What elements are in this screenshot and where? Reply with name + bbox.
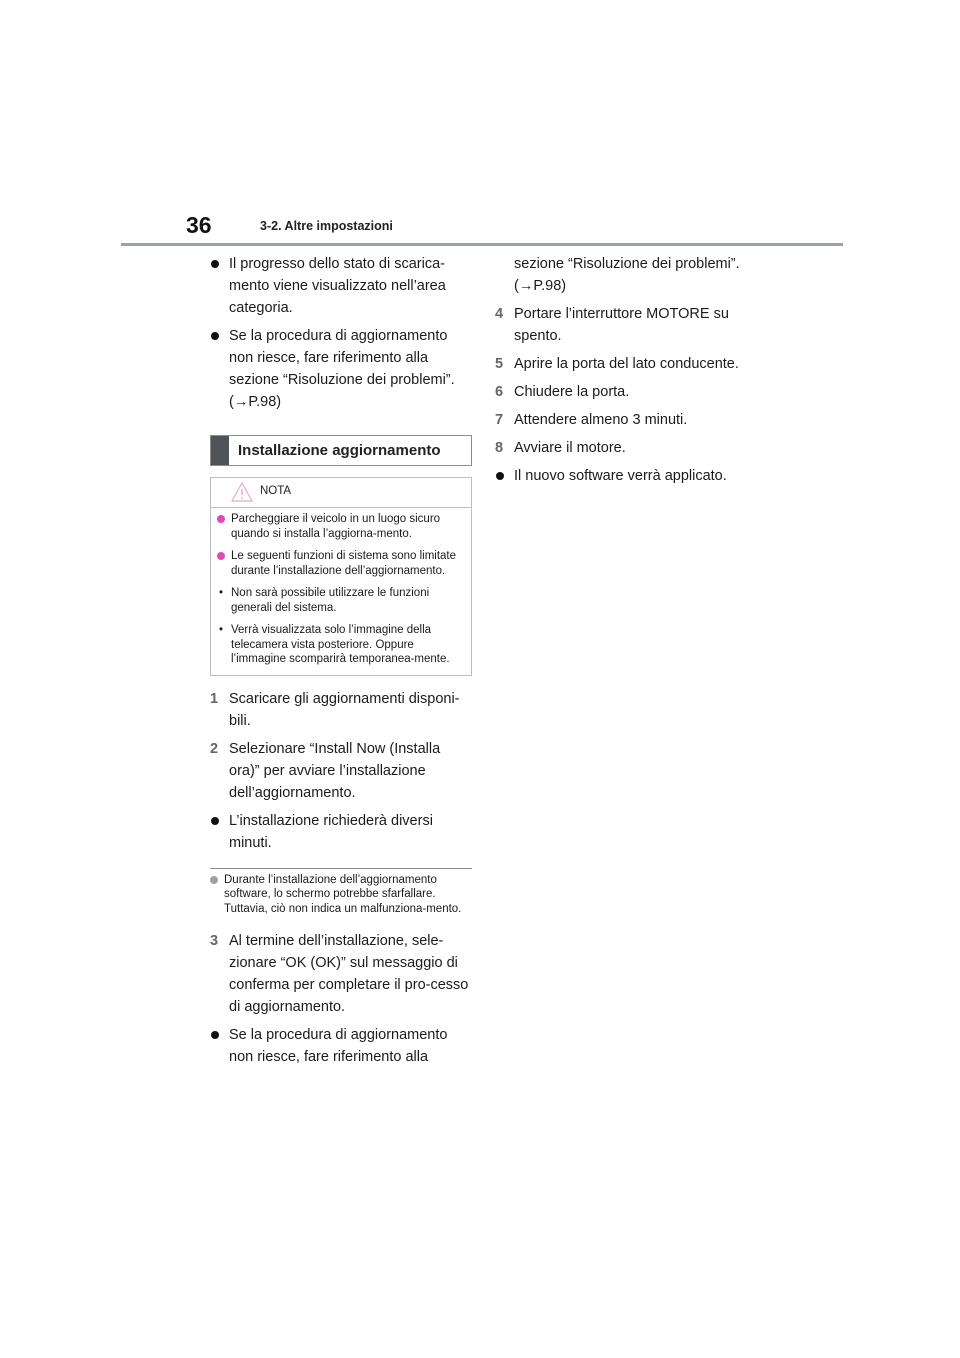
- sub-bullet-icon: •: [219, 624, 224, 636]
- step-item: [495, 381, 760, 403]
- warning-icon: [231, 482, 253, 502]
- bullet-icon: [217, 515, 225, 523]
- info-note: [210, 868, 472, 917]
- step-text: Selezionare “Install Now (Installa ora)” per avviare l’installazione dell’aggiornamento.: [229, 740, 441, 801]
- info-text: Durante l’installazione dell’aggiornamento software, lo schermo potrebbe sfarfallare. Tuttavia, ciò non indica un malfunziona-mento.: [224, 873, 462, 915]
- page-number: 36: [186, 212, 212, 238]
- step-text: Scaricare gli aggiornamenti disponi-bili.: [229, 690, 460, 729]
- step-text: Attendere almeno 3 minuti.: [514, 412, 688, 428]
- section-heading: [210, 435, 472, 466]
- list-item: [217, 623, 465, 667]
- nota-header: [211, 478, 471, 508]
- heading-text: Installazione aggiornamento: [238, 442, 441, 459]
- bullet-icon: [211, 332, 219, 340]
- nota-text: Le seguenti funzioni di sistema sono limitate durante l’installazione dell’aggiornamento.: [231, 550, 457, 577]
- step-number: 7: [495, 412, 504, 428]
- step-item: [495, 437, 760, 459]
- bullet-icon: [217, 552, 225, 560]
- info-bullet-icon: [210, 876, 218, 884]
- step-item: [495, 353, 760, 375]
- heading-tab: [211, 436, 229, 465]
- step-number: 4: [495, 306, 504, 322]
- step-item: [210, 688, 472, 732]
- step-number: 5: [495, 356, 504, 372]
- step-item: [210, 930, 472, 1018]
- step-text: Chiudere la porta.: [514, 384, 630, 400]
- step-item: [210, 738, 472, 804]
- step-text: Avviare il motore.: [514, 440, 626, 456]
- step-item: [495, 303, 760, 347]
- bullet-icon: [211, 817, 219, 825]
- nota-text: Verrà visualizzata solo l’immagine della telecamera vista posteriore. Oppure l’immagine scomparirà temporanea-mente.: [231, 624, 450, 665]
- step-number: 2: [210, 740, 219, 757]
- nota-text: Parcheggiare il veicolo in un luogo sicuro quando si installa l’aggiorna-mento.: [231, 513, 441, 540]
- step-number: 8: [495, 440, 504, 456]
- bullet-icon: [211, 260, 219, 268]
- nota-body: [211, 508, 471, 675]
- list-item: [210, 325, 472, 413]
- sub-bullet-icon: •: [219, 587, 224, 599]
- bullet-text: Il progresso dello stato di scarica-mento viene visualizzato nell’area categoria.: [229, 256, 446, 316]
- list-item: [217, 512, 465, 541]
- nota-box: [210, 477, 472, 676]
- list-item: [210, 873, 472, 917]
- list-item: [495, 465, 760, 487]
- step-text: Al termine dell’installazione, sele-zionare “OK (OK)” sul messaggio di conferma per completare il pro-cesso di aggiornamento.: [229, 933, 469, 1015]
- bullet-text: Se la procedura di aggiornamento non riesce, fare riferimento alla sezione “Risoluzione dei problemi”. (→P.98): [229, 328, 455, 410]
- bullet-text: Se la procedura di aggiornamento non riesce, fare riferimento alla: [229, 1027, 448, 1065]
- step-text: Aprire la porta del lato conducente.: [514, 356, 739, 372]
- list-item: [217, 549, 465, 578]
- step-item: [495, 409, 760, 431]
- bullet-icon: [496, 472, 504, 480]
- continued-text: sezione “Risoluzione dei problemi”. (→P.98): [514, 256, 740, 294]
- step-number: 3: [210, 933, 219, 949]
- left-column: [210, 253, 472, 1074]
- header-rule: [121, 243, 843, 246]
- list-item: [210, 1024, 472, 1068]
- step-number: 6: [495, 384, 504, 400]
- bullet-text: L’installazione richiederà diversi minuti.: [229, 812, 433, 851]
- right-column: [495, 253, 760, 493]
- bullet-icon: [211, 1031, 219, 1039]
- step-text: Portare l’interruttore MOTORE su spento.: [514, 306, 729, 344]
- list-item: [217, 586, 465, 615]
- nota-text: Non sarà possibile utilizzare le funzioni generali del sistema.: [231, 587, 430, 614]
- list-item: [210, 253, 472, 319]
- list-item: [210, 810, 472, 854]
- step-number: 1: [210, 690, 219, 707]
- section-title: 3-2. Altre impostazioni: [260, 219, 393, 233]
- nota-label: NOTA: [260, 485, 292, 497]
- bullet-text: Il nuovo software verrà applicato.: [514, 468, 727, 484]
